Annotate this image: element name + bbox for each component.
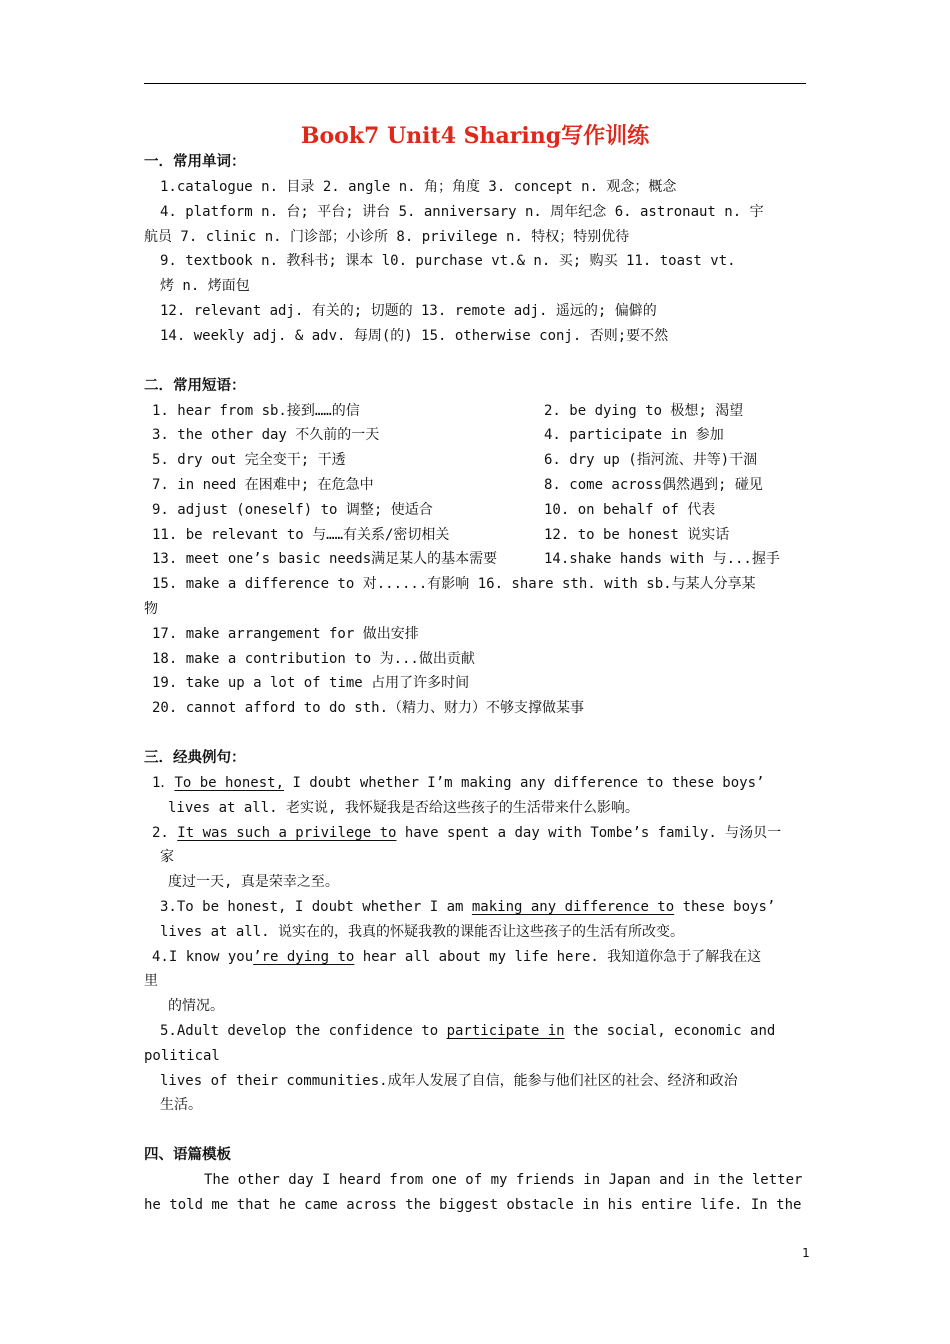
sentence-text: the social, economic and [564, 1022, 776, 1039]
sentence-continuation: 家 [160, 849, 174, 866]
key-phrase: To be honest, [174, 774, 285, 791]
example-sentence [144, 945, 806, 970]
sentence-text: hear all about my life here. 我知道你急于了解我在这 [354, 948, 762, 965]
phrase-line: 19. take up a lot of time 占用了许多时间 [152, 675, 470, 692]
section-heading-template: 四、语篇模板 [144, 1147, 231, 1164]
sentence-continuation: lives at all. 说实在的，我真的怀疑我教的课能否让这些孩子的生活有所改变。 [160, 923, 685, 940]
word-line: 烤 n. 烤面包 [160, 278, 250, 295]
example-sentence [144, 895, 806, 920]
page-title: Book7 Unit4 Sharing写作训练 [300, 123, 650, 149]
example-sentence [144, 1019, 806, 1044]
phrase-line: 20. cannot afford to do sth.（精力、财力）不够支撑做某事 [152, 700, 585, 717]
key-phrase: ’re dying to [253, 948, 355, 965]
word-line: 1.catalogue n. 目录 2. angle n. 角；角度 3. concept n. 观念；概念 [160, 179, 677, 195]
phrase-item: 2. be dying to 极想; 渴望 [544, 402, 744, 419]
phrase-item: 12. to be honest 说实话 [544, 526, 730, 543]
word-line: 4. platform n. 台; 平台; 讲台 5. anniversary n. 周年纪念 6. astronaut n. 宇 [160, 203, 764, 220]
word-line: 航员 7. clinic n. 门诊部；小诊所 8. privilege n. 特权；特别优待 [144, 228, 630, 245]
sentence-number: 1． [152, 774, 175, 791]
phrase-item: 7. in need 在困难中; 在危急中 [152, 476, 374, 493]
phrase-row [144, 547, 806, 572]
phrase-item: 9. adjust (oneself) to 调整; 使适合 [152, 501, 433, 518]
example-sentence [144, 771, 806, 796]
key-phrase: making any difference to [471, 898, 675, 915]
phrase-row [144, 498, 806, 523]
phrase-item: 4. participate in 参加 [544, 427, 724, 444]
sentence-text: I doubt whether I’m making any difference to these boys’ [284, 774, 765, 791]
sentence-continuation: 的情况。 [168, 998, 224, 1015]
phrase-item: 8. come across偶然遇到; 碰见 [544, 476, 763, 493]
phrase-item: 6. dry up (指河流、井等)干涸 [544, 452, 758, 469]
section-heading-words: 一．常用单词： [144, 154, 246, 170]
sentence-text: these boys’ [674, 898, 776, 915]
sentence-text: 3.To be honest, I doubt whether I am [160, 898, 472, 915]
phrase-line: 物 [144, 600, 158, 617]
phrase-item: 11. be relevant to 与……有关系/密切相关 [152, 526, 450, 543]
sentence-continuation: lives at all. 老实说, 我怀疑我是否给这些孩子的生活带来什么影响。 [168, 799, 639, 816]
sentence-continuation: lives of their communities.成年人发展了自信，能参与他们社区的社会、经济和政治 [160, 1072, 738, 1089]
phrase-line: 17. make arrangement for 做出安排 [152, 625, 419, 642]
sentence-number: 2. [152, 824, 178, 841]
section-heading-sentences: 三．经典例句： [144, 749, 246, 766]
template-paragraph-line: The other day I heard from one of my friends in Japan and in the letter [204, 1172, 803, 1189]
phrase-item: 13. meet one’s basic needs满足某人的基本需要 [152, 551, 498, 568]
page-number: 1 [802, 1246, 810, 1260]
phrase-line: 15. make a difference to 对......有影响 16. share sth. with sb.与某人分享某 [152, 576, 756, 593]
sentence-continuation: 生活。 [160, 1097, 202, 1114]
phrase-item: 14.shake hands with 与...握手 [544, 551, 780, 568]
template-paragraph-line: he told me that he came across the biggest obstacle in his entire life. In the [144, 1196, 802, 1213]
sentence-continuation: 里 [144, 973, 158, 990]
phrase-item: 1. hear from sb.接到……的信 [152, 402, 360, 419]
word-line: 12. relevant adj. 有关的; 切题的 13. remote adj. 遥远的; 偏僻的 [160, 302, 657, 319]
example-sentence [144, 821, 806, 846]
header-rule [144, 83, 806, 84]
section-heading-phrases: 二．常用短语： [144, 377, 246, 394]
sentence-text: 4.I know you [152, 948, 254, 965]
sentence-continuation: 度过一天, 真是荣幸之至。 [168, 874, 339, 891]
phrase-row [144, 523, 806, 548]
phrase-row [144, 448, 806, 473]
phrase-item: 5. dry out 完全变干; 干透 [152, 452, 346, 469]
phrase-item: 10. on behalf of 代表 [544, 501, 716, 518]
phrase-line: 18. make a contribution to 为...做出贡献 [152, 650, 475, 667]
phrase-row [144, 473, 806, 498]
phrase-row [144, 423, 806, 448]
key-phrase: It was such a privilege to [177, 824, 397, 841]
word-line: 14. weekly adj. & adv. 每周(的) 15. otherwise conj. 否则;要不然 [160, 327, 669, 344]
sentence-continuation: political [144, 1047, 220, 1064]
sentence-text: have spent a day with Tombe’s family. 与汤贝一 [396, 824, 782, 841]
word-line: 9. textbook n. 教科书; 课本 l0. purchase vt.& n. 买; 购买 11. toast vt. [160, 253, 736, 270]
sentence-text: 5.Adult develop the confidence to [160, 1022, 447, 1039]
phrase-item: 3. the other day 不久前的一天 [152, 427, 380, 444]
content [144, 150, 806, 1218]
phrase-row [144, 399, 806, 424]
key-phrase: participate in [446, 1022, 565, 1039]
